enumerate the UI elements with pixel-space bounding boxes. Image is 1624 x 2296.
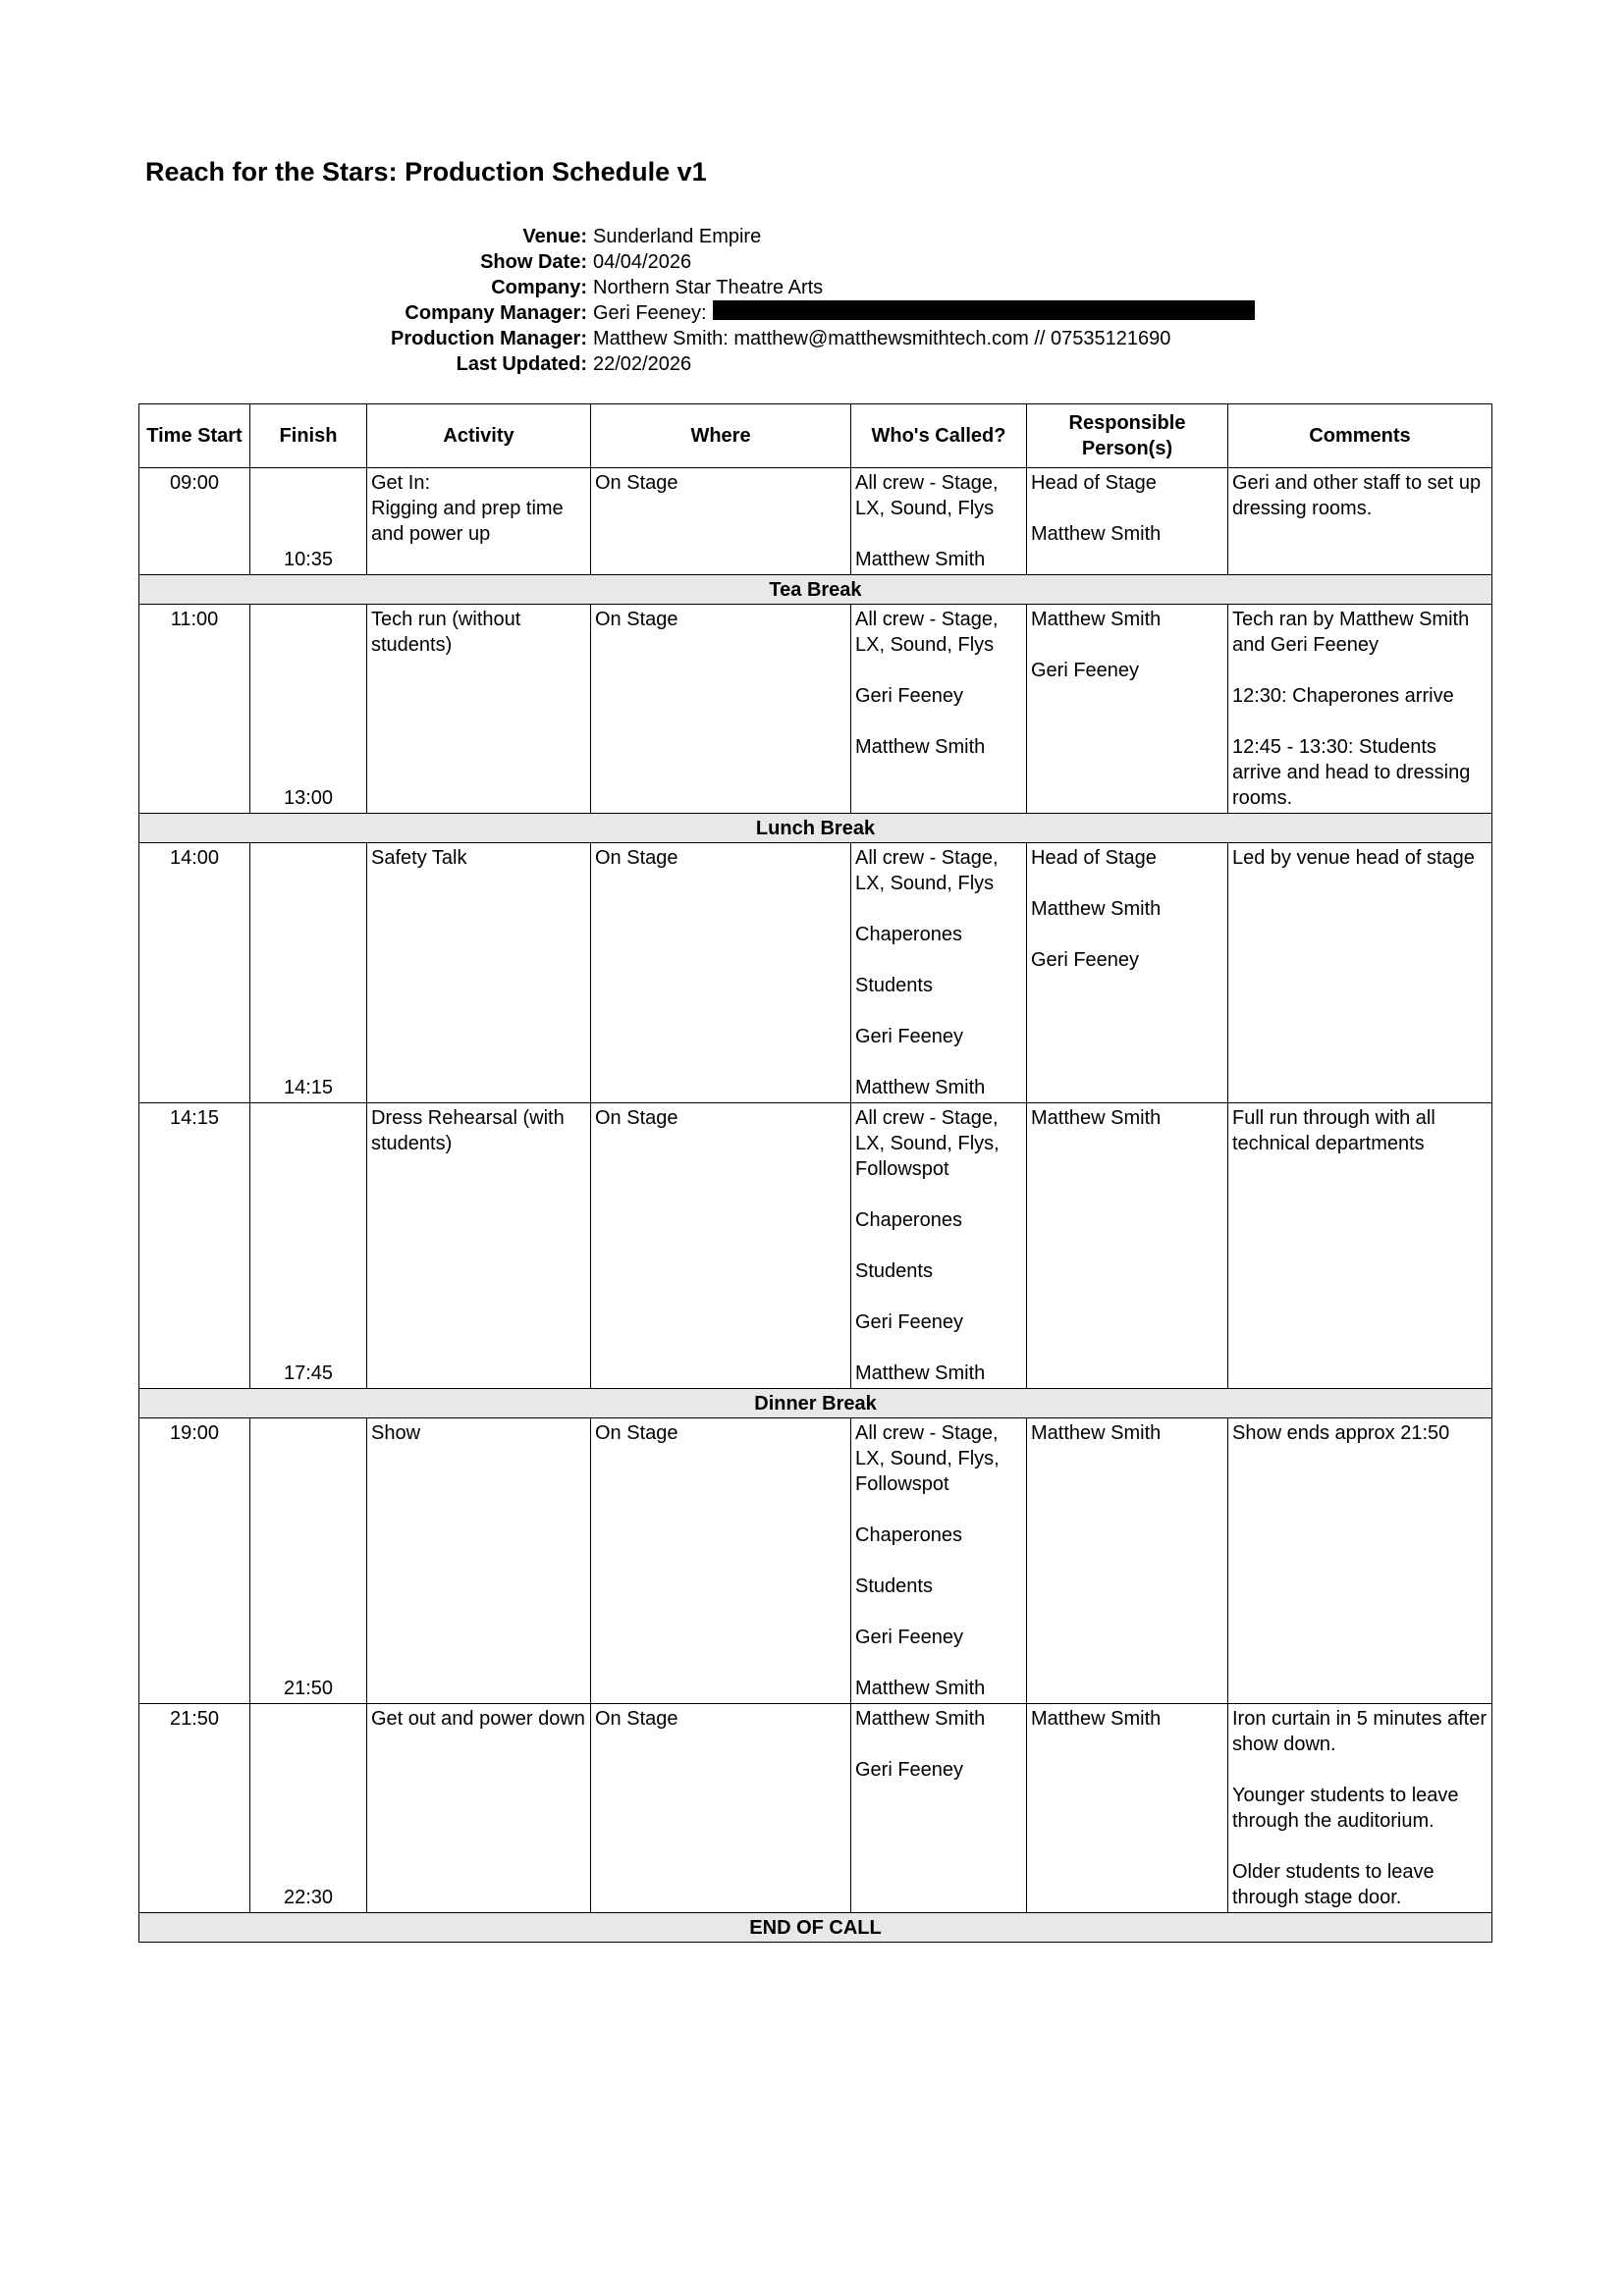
meta-label: Company:	[491, 277, 587, 298]
break-row	[139, 814, 1492, 843]
col-where: Where	[591, 404, 851, 468]
meta-value: Sunderland Empire	[593, 226, 762, 247]
whos-called-cell	[851, 1704, 1027, 1913]
activity-cell	[367, 1103, 591, 1389]
whos-called-cell-line: Matthew Smith	[855, 1077, 986, 1098]
activity-cell	[367, 843, 591, 1103]
activity-cell	[367, 605, 591, 814]
meta-row	[295, 326, 1255, 351]
responsible-cell-line: Matthew Smith	[1031, 1107, 1162, 1129]
break-label: Dinner Break	[139, 1389, 1492, 1418]
schedule-row	[139, 1103, 1492, 1389]
whos-called-cell-line: All crew - Stage, LX, Sound, Flys	[855, 847, 999, 894]
comments-cell-line: 12:45 - 13:30: Students arrive and head to dressing rooms.	[1232, 736, 1471, 809]
activity-cell-line: Safety Talk	[371, 847, 467, 869]
schedule-row	[139, 605, 1492, 814]
where-cell: On Stage	[591, 605, 851, 814]
comments-cell-line: Tech ran by Matthew Smith and Geri Feeney	[1232, 609, 1470, 656]
comments-cell-line: Led by venue head of stage	[1232, 847, 1475, 869]
responsible-cell-line: Geri Feeney	[1031, 949, 1140, 971]
activity-cell-line: Dress Rehearsal (with students)	[371, 1107, 565, 1154]
finish-cell: 22:30	[250, 1704, 367, 1913]
responsible-cell	[1027, 843, 1228, 1103]
whos-called-cell	[851, 468, 1027, 575]
break-label: Tea Break	[139, 575, 1492, 605]
responsible-cell	[1027, 468, 1228, 575]
activity-cell-line: Get out and power down	[371, 1708, 585, 1730]
meta-value: Geri Feeney:	[593, 302, 707, 324]
col-whos-called: Who's Called?	[851, 404, 1027, 468]
meta-label: Last Updated:	[456, 353, 587, 375]
comments-cell	[1228, 1704, 1492, 1913]
responsible-cell-line: Head of Stage	[1031, 847, 1157, 869]
break-row	[139, 575, 1492, 605]
comments-cell-line: Younger students to leave through the auditorium.	[1232, 1785, 1459, 1832]
meta-label: Company Manager:	[405, 302, 587, 324]
page-title: Reach for the Stars: Production Schedule v1	[145, 157, 707, 187]
meta-row	[295, 224, 1255, 249]
activity-cell-line: Tech run (without students)	[371, 609, 521, 656]
whos-called-cell-line: Chaperones	[855, 1209, 962, 1231]
whos-called-cell-line: All crew - Stage, LX, Sound, Flys, Followspot	[855, 1107, 1000, 1180]
break-label: Lunch Break	[139, 814, 1492, 843]
meta-value: 22/02/2026	[593, 353, 692, 375]
where-cell: On Stage	[591, 1704, 851, 1913]
finish-cell: 13:00	[250, 605, 367, 814]
comments-cell-line: Iron curtain in 5 minutes after show down.	[1232, 1708, 1488, 1755]
whos-called-cell	[851, 605, 1027, 814]
meta-label: Production Manager:	[390, 328, 587, 349]
comments-cell-line: Older students to leave through stage door.	[1232, 1861, 1435, 1908]
whos-called-cell-line: Matthew Smith	[855, 1362, 986, 1384]
meta-row	[295, 300, 1255, 326]
col-time-start: Time Start	[139, 404, 250, 468]
whos-called-cell-line: Chaperones	[855, 924, 962, 945]
whos-called-cell-line: Geri Feeney	[855, 1627, 964, 1648]
time-start-cell: 14:00	[139, 843, 250, 1103]
whos-called-cell-line: Students	[855, 1575, 933, 1597]
whos-called-cell-line: Matthew Smith	[855, 549, 986, 570]
whos-called-cell	[851, 843, 1027, 1103]
col-comments: Comments	[1228, 404, 1492, 468]
responsible-cell-line: Matthew Smith	[1031, 1422, 1162, 1444]
meta-value: 04/04/2026	[593, 251, 692, 273]
whos-called-cell-line: All crew - Stage, LX, Sound, Flys	[855, 609, 999, 656]
time-start-cell: 09:00	[139, 468, 250, 575]
comments-cell-line: 12:30: Chaperones arrive	[1232, 685, 1454, 707]
whos-called-cell	[851, 1418, 1027, 1704]
whos-called-cell-line: Matthew Smith	[855, 1678, 986, 1699]
comments-cell-line: Show ends approx 21:50	[1232, 1422, 1450, 1444]
break-row	[139, 1913, 1492, 1943]
activity-cell-line: Get In: Rigging and prep time and power up	[371, 472, 564, 545]
schedule-row	[139, 1418, 1492, 1704]
comments-cell	[1228, 843, 1492, 1103]
whos-called-cell-line: All crew - Stage, LX, Sound, Flys, Followspot	[855, 1422, 1000, 1495]
col-activity: Activity	[367, 404, 591, 468]
responsible-cell-line: Matthew Smith	[1031, 898, 1162, 920]
finish-cell: 17:45	[250, 1103, 367, 1389]
finish-cell: 10:35	[250, 468, 367, 575]
header-row	[139, 404, 1492, 468]
comments-cell	[1228, 605, 1492, 814]
whos-called-cell-line: Matthew Smith	[855, 736, 986, 758]
whos-called-cell-line: Students	[855, 1260, 933, 1282]
comments-cell	[1228, 468, 1492, 575]
where-cell: On Stage	[591, 1103, 851, 1389]
time-start-cell: 21:50	[139, 1704, 250, 1913]
production-info	[295, 224, 1255, 377]
responsible-cell-line: Matthew Smith	[1031, 1708, 1162, 1730]
where-cell: On Stage	[591, 468, 851, 575]
activity-cell	[367, 1418, 591, 1704]
activity-cell-line: Show	[371, 1422, 421, 1444]
responsible-cell-line: Matthew Smith	[1031, 609, 1162, 630]
whos-called-cell-line: Geri Feeney	[855, 685, 964, 707]
where-cell: On Stage	[591, 843, 851, 1103]
time-start-cell: 14:15	[139, 1103, 250, 1389]
where-cell: On Stage	[591, 1418, 851, 1704]
responsible-cell	[1027, 605, 1228, 814]
whos-called-cell-line: Matthew Smith	[855, 1708, 986, 1730]
finish-cell: 21:50	[250, 1418, 367, 1704]
responsible-cell-line: Head of Stage	[1031, 472, 1157, 494]
meta-value: Matthew Smith: matthew@matthewsmithtech.com // 07535121690	[593, 328, 1171, 349]
break-label: END OF CALL	[139, 1913, 1492, 1943]
whos-called-cell-line: Students	[855, 975, 933, 996]
redaction-bar	[713, 300, 1255, 320]
responsible-cell	[1027, 1103, 1228, 1389]
schedule-table	[138, 403, 1492, 1943]
comments-cell-line: Full run through with all technical departments	[1232, 1107, 1435, 1154]
schedule-row	[139, 1704, 1492, 1913]
whos-called-cell-line: Chaperones	[855, 1524, 962, 1546]
whos-called-cell-line: Geri Feeney	[855, 1759, 964, 1781]
comments-cell	[1228, 1418, 1492, 1704]
col-responsible: Responsible Person(s)	[1027, 404, 1228, 468]
responsible-cell-line: Geri Feeney	[1031, 660, 1140, 681]
meta-row	[295, 249, 1255, 275]
meta-label: Venue:	[522, 226, 587, 247]
comments-cell	[1228, 1103, 1492, 1389]
meta-value: Northern Star Theatre Arts	[593, 277, 824, 298]
time-start-cell: 11:00	[139, 605, 250, 814]
responsible-cell	[1027, 1418, 1228, 1704]
activity-cell	[367, 1704, 591, 1913]
whos-called-cell-line: Geri Feeney	[855, 1311, 964, 1333]
activity-cell	[367, 468, 591, 575]
time-start-cell: 19:00	[139, 1418, 250, 1704]
schedule-row	[139, 468, 1492, 575]
meta-label: Show Date:	[480, 251, 587, 273]
break-row	[139, 1389, 1492, 1418]
schedule-row	[139, 843, 1492, 1103]
whos-called-cell-line: Geri Feeney	[855, 1026, 964, 1047]
meta-row	[295, 275, 1255, 300]
whos-called-cell	[851, 1103, 1027, 1389]
responsible-cell	[1027, 1704, 1228, 1913]
comments-cell-line: Geri and other staff to set up dressing rooms.	[1232, 472, 1482, 519]
meta-row	[295, 351, 1255, 377]
finish-cell: 14:15	[250, 843, 367, 1103]
col-finish: Finish	[250, 404, 367, 468]
responsible-cell-line: Matthew Smith	[1031, 523, 1162, 545]
whos-called-cell-line: All crew - Stage, LX, Sound, Flys	[855, 472, 999, 519]
